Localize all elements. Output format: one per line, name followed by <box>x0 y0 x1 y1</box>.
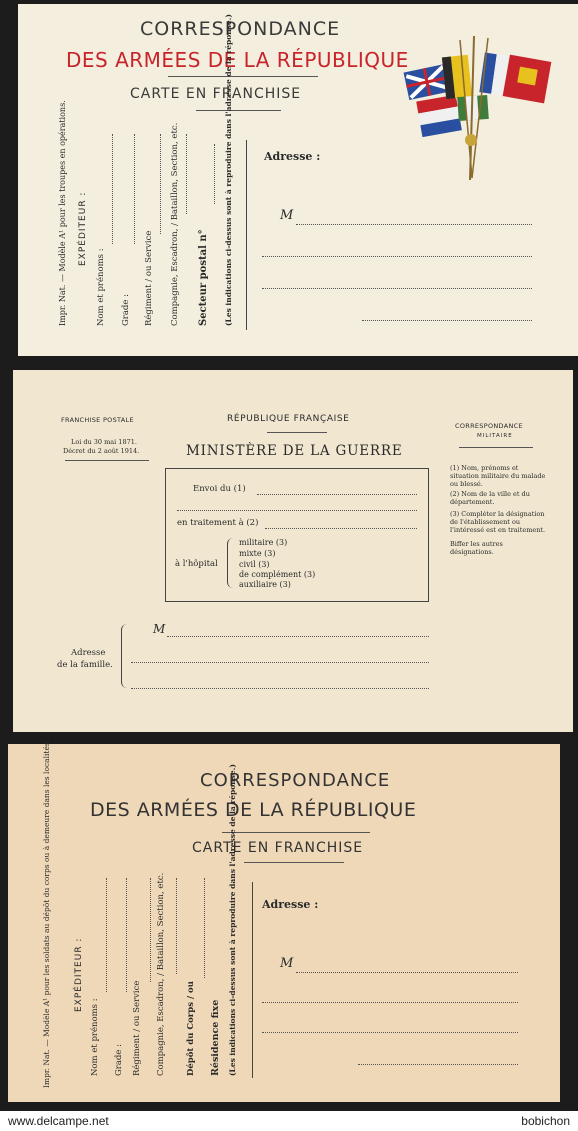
card2-opt3: civil (3) <box>239 560 270 569</box>
card3-regiment-label: Régiment / ou Service <box>132 980 142 1076</box>
card3-address-line4 <box>358 1064 518 1065</box>
card1-imprint: Impr. Nat. — Modèle A¹ pour les troupes en opérations. <box>58 100 67 326</box>
card1-subtitle-rule <box>196 110 281 111</box>
card1-note-label: (Les indications ci-dessus sont à reproduire dans l'adresse de la réponse.) <box>224 14 233 326</box>
card2-envoi: Envoi du (1) <box>193 484 246 494</box>
card1-name-line <box>112 134 113 244</box>
card1-address-label: Adresse : <box>264 150 321 163</box>
card1-company-line <box>186 134 187 214</box>
card1-sender-heading: EXPÉDITEUR : <box>78 191 88 266</box>
card2-left-rule <box>65 460 149 461</box>
card3-depot-label: Dépôt du Corps / ou <box>186 981 196 1076</box>
card2-envoi-line2 <box>177 510 417 511</box>
card3-title-rule <box>222 832 370 833</box>
card1-subtitle: CARTE EN FRANCHISE <box>130 86 302 102</box>
postcard-ministere-guerre <box>13 370 573 732</box>
card2-traitement-line <box>265 528 417 529</box>
footer-site: www.delcampe.net <box>8 1114 109 1128</box>
card1-address-line4 <box>362 320 532 321</box>
card3-address-label: Adresse : <box>262 898 319 911</box>
postcard-armees-colored <box>18 4 578 356</box>
card1-m-label: M <box>280 208 294 223</box>
card3-note-label: (Les indications ci-dessus sont à reproduire dans l'adresse de la réponse.) <box>228 764 237 1076</box>
card2-right-rule <box>459 447 533 448</box>
card2-franchise: FRANCHISE POSTALE <box>61 416 134 424</box>
card3-company-label: Compagnie, Escadron, / Bataillon, Section, etc. <box>156 872 166 1076</box>
card3-regiment-line <box>150 878 151 982</box>
card1-title-line2: DES ARMÉES DE LA RÉPUBLIQUE <box>66 48 409 72</box>
card3-name-label: Nom et prénoms : <box>90 998 100 1076</box>
card2-traitement: en traitement à (2) <box>177 518 259 528</box>
card2-law1: Loi du 30 mai 1871. <box>71 438 137 446</box>
card1-address-line3 <box>262 288 532 289</box>
card1-grade-line <box>134 134 135 244</box>
card3-residence-label: Résidence fixe <box>210 999 221 1076</box>
card1-regiment-line <box>160 134 161 234</box>
watermark-footer <box>0 1111 578 1131</box>
card3-address-line1 <box>296 972 518 973</box>
card3-imprint: Impr. Nat. — Modèle A¹ pour les soldats au dépôt du corps ou à demeure dans les localités. <box>42 739 51 1088</box>
card2-address-brace <box>121 624 128 688</box>
card3-company-line <box>176 878 177 974</box>
card1-regiment-label: Régiment / ou Service <box>144 230 154 326</box>
card1-name-label: Nom et prénoms : <box>96 248 106 326</box>
card3-divider <box>252 882 253 1078</box>
card3-address-line2 <box>262 1002 518 1003</box>
card1-sector-label: Secteur postal n° <box>198 229 209 326</box>
card1-grade-label: Grade : <box>121 294 131 326</box>
card1-address-line2 <box>262 256 532 257</box>
card1-company-label: Compagnie, Escadron, / Bataillon, Section, etc. <box>170 122 180 326</box>
card1-address-line1 <box>296 224 532 225</box>
card2-republic-rule <box>267 432 327 433</box>
card2-brace <box>227 538 234 588</box>
card3-depot-line <box>204 878 205 978</box>
card3-address-line3 <box>262 1032 518 1033</box>
card2-note2: (2) Nom de la ville et du département. <box>450 490 530 506</box>
card2-m-label: M <box>153 622 166 636</box>
card2-address-line1 <box>167 636 429 637</box>
card2-envoi-line <box>257 494 417 495</box>
card3-sender-heading: EXPÉDITEUR : <box>74 937 84 1012</box>
card3-subtitle-rule <box>244 862 344 863</box>
card2-corr2: MILITAIRE <box>477 433 513 439</box>
postcard-armees-depot <box>8 739 560 1102</box>
card2-note4: Biffer les autres désignations. <box>450 540 503 556</box>
card3-title-line2: DES ARMÉES DE LA RÉPUBLIQUE <box>90 799 417 821</box>
card3-subtitle: CARTE EN FRANCHISE <box>192 840 364 856</box>
card3-grade-label: Grade : <box>114 1044 124 1076</box>
card2-adresse: Adresse <box>71 648 106 658</box>
card2-ministry: MINISTÈRE DE LA GUERRE <box>186 443 403 459</box>
card3-title-line1: CORRESPONDANCE <box>200 770 391 791</box>
card1-title-rule <box>168 76 318 77</box>
card2-address-line2 <box>131 662 429 663</box>
card2-note1: (1) Nom, prénoms et situation militaire du malade ou blessé. <box>450 464 546 488</box>
card2-opt5: auxiliaire (3) <box>239 580 291 589</box>
footer-seller: bobichon <box>521 1114 570 1128</box>
card2-opt2: mixte (3) <box>239 549 276 558</box>
card2-address-line3 <box>131 688 429 689</box>
card2-law2: Décret du 2 août 1914. <box>63 447 140 455</box>
card3-grade-line <box>126 878 127 992</box>
flags-icon <box>400 30 556 182</box>
card2-note3: (3) Compléter la désignation de l'établissement ou l'intéressé est en traitement. <box>450 510 546 534</box>
card2-opt4: de complément (3) <box>239 570 316 579</box>
card3-name-line <box>106 878 107 992</box>
card2-opt1: militaire (3) <box>239 538 288 547</box>
card2-corr1: CORRESPONDANCE <box>455 422 523 430</box>
card1-divider <box>246 140 247 330</box>
card3-m-label: M <box>280 956 294 971</box>
card1-title-line1: CORRESPONDANCE <box>140 18 341 40</box>
card2-hopital: à l'hôpital <box>175 559 218 569</box>
card2-republic: RÉPUBLIQUE FRANÇAISE <box>227 414 350 424</box>
card2-famille: de la famille. <box>57 660 113 670</box>
card1-sector-line <box>214 144 215 204</box>
